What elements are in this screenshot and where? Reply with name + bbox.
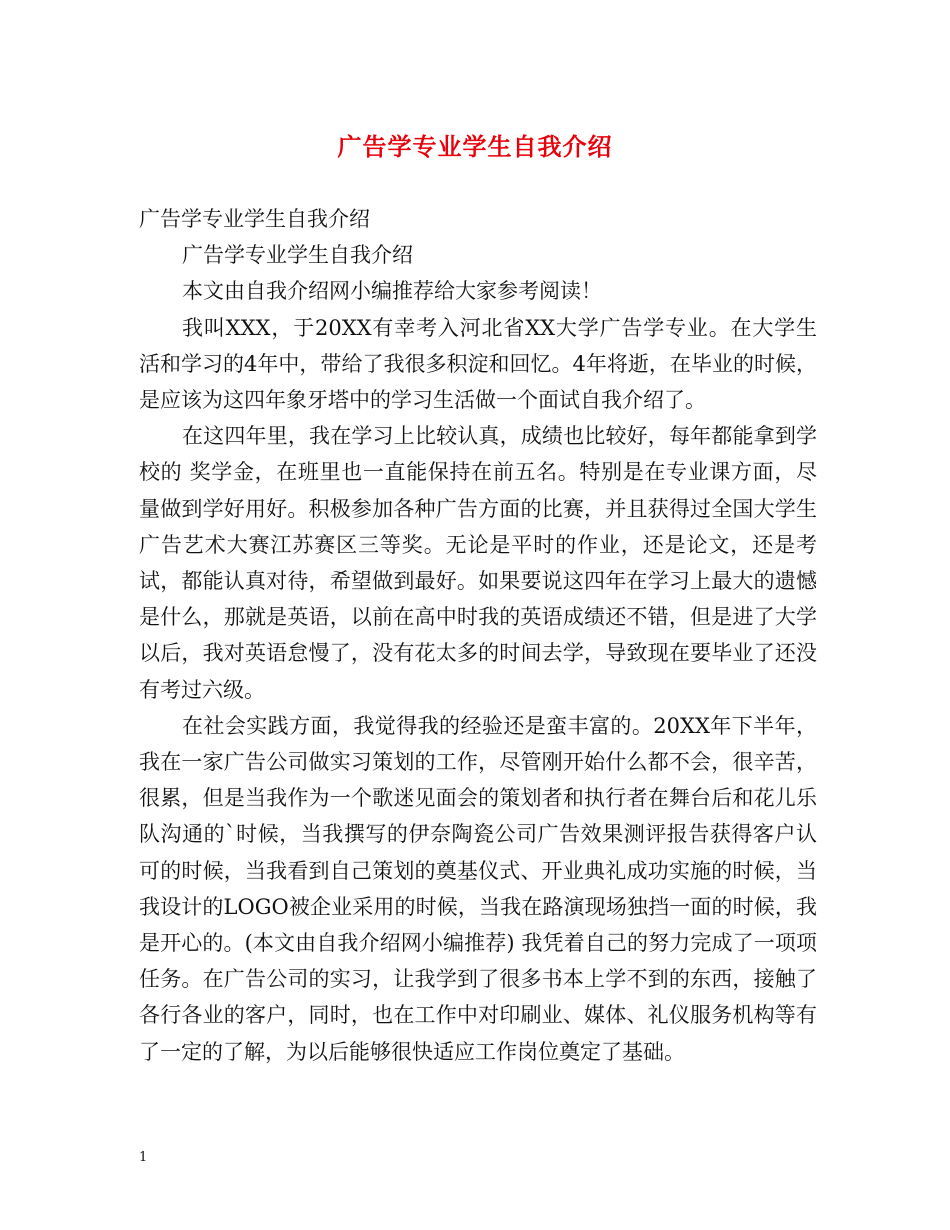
paragraph-study: 在这四年里，我在学习上比较认真，成绩也比较好，每年都能拿到学校的 奖学金，在班里也一直能保持在前五名。特别是在专业课方面，尽量做到学好用好。积极参加各种广告方面的比赛，并且获得过全国大学生广告艺术大赛江苏赛区三等奖。无论是平时的作业，还是论文，还是考试，都能认真对待，希望做到最好。如果要说这四年在学习上最大的遗憾是什么，那就是英语，以前在高中时我的英语成绩还不错，但是进了大学以后，我对英语怠慢了，没有花太多的时间去学，导致现在要毕业了还没有考过六级。 — [139, 424, 817, 702]
document-title: 广告学专业学生自我介绍 — [337, 132, 613, 161]
paragraph-background: 我叫XXX，于20XX有幸考入河北省XX大学广告学专业。在大学生活和学习的4年中，带给了我很多积淀和回忆。4年将逝，在毕业的时候，是应该为这四年象牙塔中的学习生活做一个面试自我介绍了。 — [139, 315, 817, 413]
paragraph-practice: 在社会实践方面，我觉得我的经验还是蛮丰富的。20XX年下半年，我在一家广告公司做实习策划的工作，尽管刚开始什么都不会，很辛苦，很累，但是当我作为一个歌迷见面会的策划者和执行者在舞台后和花儿乐队沟通的`时候，当我撰写的伊奈陶瓷公司广告效果测评报告获得客户认可的时候，当我看到自己策划的奠基仪式、开业典礼成功实施的时候，当我设计的LOGO被企业采用的时候，当我在路演现场独挡一面的时候，我是开心的。(本文由自我介绍网小编推荐) 我凭着自己的努力完成了一项项任务。在广告公司的实习，让我学到了很多书本上学不到的东西，接触了各行各业的客户，同时，也在工作中对印刷业、媒体、礼仪服务机构等有了一定的了解，为以后能够很快适应工作岗位奠定了基础。 — [139, 713, 817, 1064]
document-body — [139, 201, 817, 1070]
paragraph-subheading: 广告学专业学生自我介绍 — [182, 243, 413, 268]
page-number: 1 — [139, 1150, 148, 1165]
paragraph-heading: 广告学专业学生自我介绍 — [139, 207, 370, 231]
paragraph-intro: 本文由自我介绍网小编推荐给大家参考阅读！ — [182, 279, 602, 304]
